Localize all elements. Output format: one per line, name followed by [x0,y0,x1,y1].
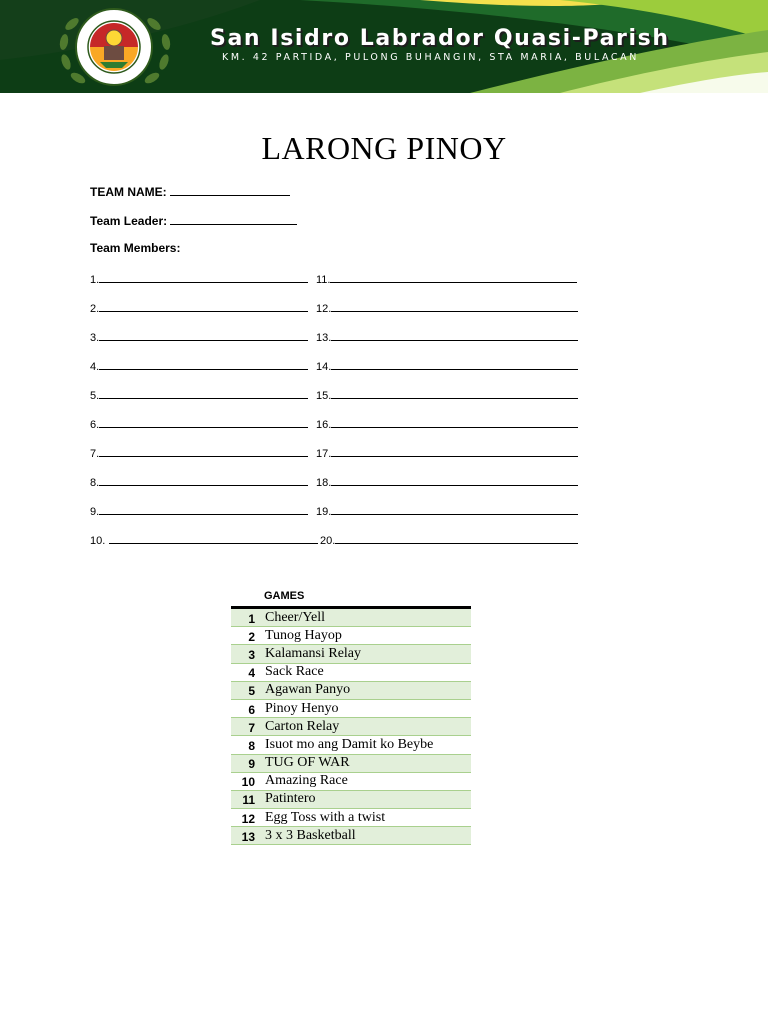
game-row: 5 Agawan Panyo [231,682,471,700]
member-line[interactable]: 12. [316,300,578,315]
team-leader-blank[interactable] [170,212,297,225]
member-line[interactable]: 10. [90,532,318,547]
team-name-blank[interactable] [170,183,290,196]
member-line[interactable]: 19. [316,503,578,518]
member-line[interactable]: 3. [90,329,308,344]
games-table-header: GAMES [264,590,305,602]
team-name-field [90,183,290,199]
team-leader-label: Team Leader: [90,214,168,228]
member-line[interactable]: 11. [316,271,577,286]
game-row: 11 Patintero [231,791,471,809]
parish-name: San Isidro Labrador Quasi-Parish [210,26,670,51]
member-line[interactable]: 18. [316,474,578,489]
game-row: 8 Isuot mo ang Damit ko Beybe [231,736,471,754]
games-table [231,609,471,845]
member-line[interactable]: 5. [90,387,308,402]
member-line[interactable]: 2. [90,300,308,315]
parish-seal-logo [42,4,192,90]
member-line[interactable]: 8. [90,474,308,489]
game-row: 10 Amazing Race [231,773,471,791]
member-line[interactable]: 4. [90,358,308,373]
team-name-label: TEAM NAME: [90,185,167,199]
member-line[interactable]: 7. [90,445,308,460]
member-line[interactable]: 9. [90,503,308,518]
game-row: 9 TUG OF WAR [231,755,471,773]
header-banner [0,0,768,93]
team-members-label: Team Members: [90,241,181,255]
member-line[interactable]: 13. [316,329,578,344]
member-line[interactable]: 1. [90,271,308,286]
game-row: 6 Pinoy Henyo [231,700,471,718]
member-line[interactable]: 20. [320,532,578,547]
member-line[interactable]: 17. [316,445,578,460]
document-title: LARONG PINOY [261,130,507,166]
team-leader-field [90,212,297,228]
member-line[interactable]: 6. [90,416,308,431]
game-row: 4 Sack Race [231,664,471,682]
member-line[interactable]: 14. [316,358,578,373]
game-row: 3 Kalamansi Relay [231,645,471,663]
game-row: 7 Carton Relay [231,718,471,736]
member-line[interactable]: 15. [316,387,578,402]
game-row: 12 Egg Toss with a twist [231,809,471,827]
parish-address: KM. 42 PARTIDA, PULONG BUHANGIN, STA MARIA, BULACAN [222,52,639,63]
game-row: 2 Tunog Hayop [231,627,471,645]
game-row: 13 3 x 3 Basketball [231,827,471,845]
member-line[interactable]: 16. [316,416,578,431]
game-row: 1 Cheer/Yell [231,609,471,627]
